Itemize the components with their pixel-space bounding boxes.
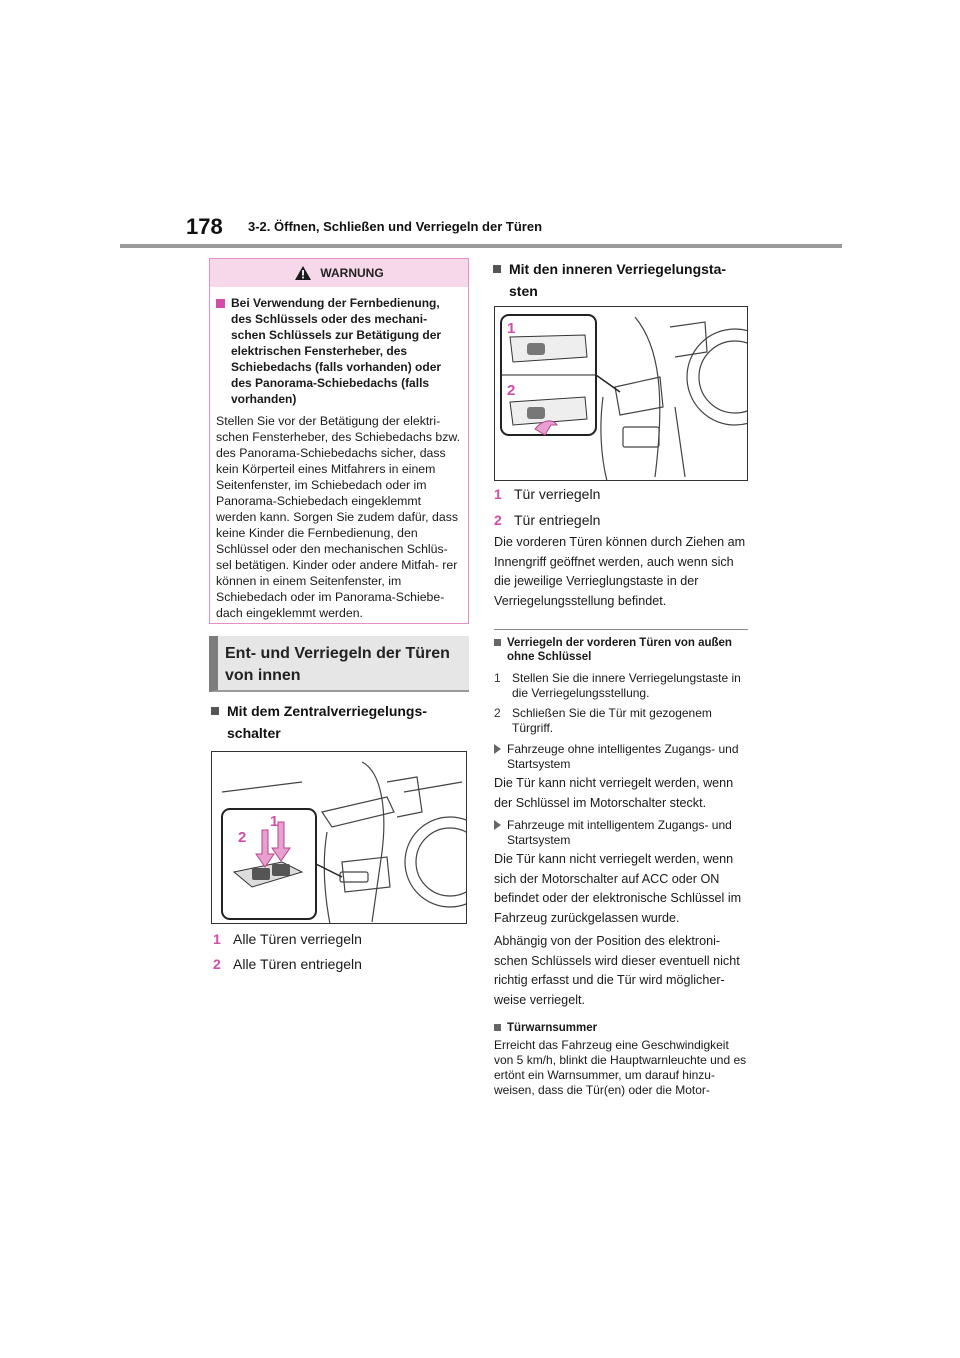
- arrow-right-icon: [494, 744, 501, 754]
- header-rule: [120, 244, 842, 248]
- outside-lock-steps: [494, 671, 748, 736]
- figure-callout: 1: [270, 813, 279, 830]
- warning-subtitle: [216, 295, 462, 407]
- central-lock-figure: [211, 751, 467, 924]
- warning-icon: [294, 265, 312, 281]
- door-lock-illustration: [495, 307, 748, 481]
- item-text: Tür entriegeln: [514, 512, 601, 528]
- step-number: 2: [494, 706, 501, 720]
- case-ohne: [494, 742, 748, 772]
- case-label: Fahrzeuge mit intelligentem Zugangs- und Startsystem: [507, 818, 732, 847]
- item-text: Alle Türen entriegeln: [233, 956, 362, 972]
- bullet-square-icon: [494, 639, 501, 646]
- dashboard-door-illustration: [212, 752, 467, 924]
- list-item: [213, 929, 467, 949]
- central-lock-heading: [211, 700, 469, 744]
- outside-lock-heading-text: Verriegeln der vorderen Türen von außen ohne Schlüssel: [507, 637, 732, 663]
- buzzer-text: Erreicht das Fahrzeug eine Geschwindigkeit von 5 km/h, blinkt die Hauptwarnleuchte und es ertönt ein Warnsummer, um darauf hinzu- weisen, dass die Tür(en) oder die Motor-: [494, 1038, 747, 1097]
- item-number: 1: [494, 486, 502, 502]
- central-lock-list: [213, 929, 467, 974]
- step-text: Stellen Sie die innere Verriegelungstaste in die Verriegelungsstellung.: [512, 671, 741, 700]
- figure-callout: 2: [507, 382, 516, 399]
- item-text: Alle Türen verriegeln: [233, 931, 362, 947]
- outside-lock-heading: [494, 636, 748, 664]
- list-item: [213, 954, 467, 974]
- buzzer-heading: [494, 1021, 748, 1035]
- list-item: [494, 510, 748, 530]
- figure-callout: 2: [238, 829, 247, 846]
- arrow-right-icon: [494, 820, 501, 830]
- inner-lock-heading-text: Mit den inneren Verriegelungsta- sten: [509, 261, 727, 299]
- figure-callout: 1: [507, 320, 516, 337]
- central-lock-heading-text: Mit dem Zentralverriegelungs- schalter: [227, 703, 427, 741]
- section-title: 3-2. Öffnen, Schließen und Verriegeln der Türen: [248, 219, 543, 234]
- outside-lock-paragraph: Abhängig von der Position des elektroni- schen Schlüssels wird dieser eventuell nicht richtig erfasst und die Tür wird möglicher- weise verriegelt.: [494, 934, 740, 1007]
- section-heading: Ent- und Verriegeln der Türen von innen: [209, 636, 469, 692]
- divider: [494, 629, 748, 630]
- step-item: [494, 706, 748, 736]
- inner-lock-heading: [493, 258, 747, 302]
- list-item: [494, 484, 748, 504]
- buzzer-heading-text: Türwarnsummer: [507, 1022, 598, 1034]
- case-ohne-text: Die Tür kann nicht verriegelt werden, wenn der Schlüssel im Motorschalter steckt.: [494, 776, 734, 810]
- step-number: 1: [494, 671, 501, 685]
- inner-lock-figure: [494, 306, 748, 481]
- bullet-square-icon: [216, 299, 225, 308]
- bullet-square-icon: [211, 707, 219, 715]
- inner-lock-list: [494, 484, 748, 530]
- inner-lock-paragraph: Die vorderen Türen können durch Ziehen am Innengriff geöffnet werden, auch wenn sich die jeweilige Verrieglungstaste in der Verriegelungsstellung befindet.: [494, 535, 746, 608]
- case-mit: [494, 818, 748, 848]
- step-item: [494, 671, 748, 701]
- warning-box: [209, 258, 469, 624]
- item-text: Tür verriegeln: [514, 486, 601, 502]
- warning-title: WARNUNG: [320, 266, 384, 280]
- page-number: 178: [186, 214, 223, 239]
- warning-subtitle-text: Bei Verwendung der Fernbedienung, des Schlüssels oder des mechani- schen Schlüssels zur Betätigung der elektrischen Fensterheber, des Schiebedachs (falls vorhanden) oder des Panorama-Schiebedachs (falls vorhanden): [231, 296, 442, 406]
- case-label: Fahrzeuge ohne intelligentes Zugangs- und Startsystem: [507, 742, 739, 771]
- step-text: Schließen Sie die Tür mit gezogenem Türgriff.: [512, 706, 712, 735]
- bullet-square-icon: [493, 265, 501, 273]
- item-number: 2: [213, 956, 221, 972]
- item-number: 2: [494, 512, 502, 528]
- warning-header: [210, 259, 468, 287]
- item-number: 1: [213, 931, 221, 947]
- case-mit-text: Die Tür kann nicht verriegelt werden, wenn sich der Motorschalter auf ACC oder ON befindet oder der elektronische Schlüssel im Fahrzeug zurückgelassen wurde.: [494, 852, 742, 925]
- warning-text: Stellen Sie vor der Betätigung der elektri- schen Fensterheber, des Schiebedachs bzw. des Panorama-Schiebedachs sicher, dass kein Körperteil eines Mitfahrers in einem Seitenfenster, im Schiebedach oder im Panorama-Schiebedach eingeklemmt werden kann. Sorgen Sie zudem dafür, dass keine Kinder die Fernbedienung, den Schlüssel oder den mechanischen Schlüs- sel betätigen. Kinder oder andere Mitfah- rer können in einem Seitenfenster, im Schiebedach oder im Panorama-Schiebe- dach eingeklemmt werden.: [216, 414, 461, 620]
- bullet-square-icon: [494, 1024, 501, 1031]
